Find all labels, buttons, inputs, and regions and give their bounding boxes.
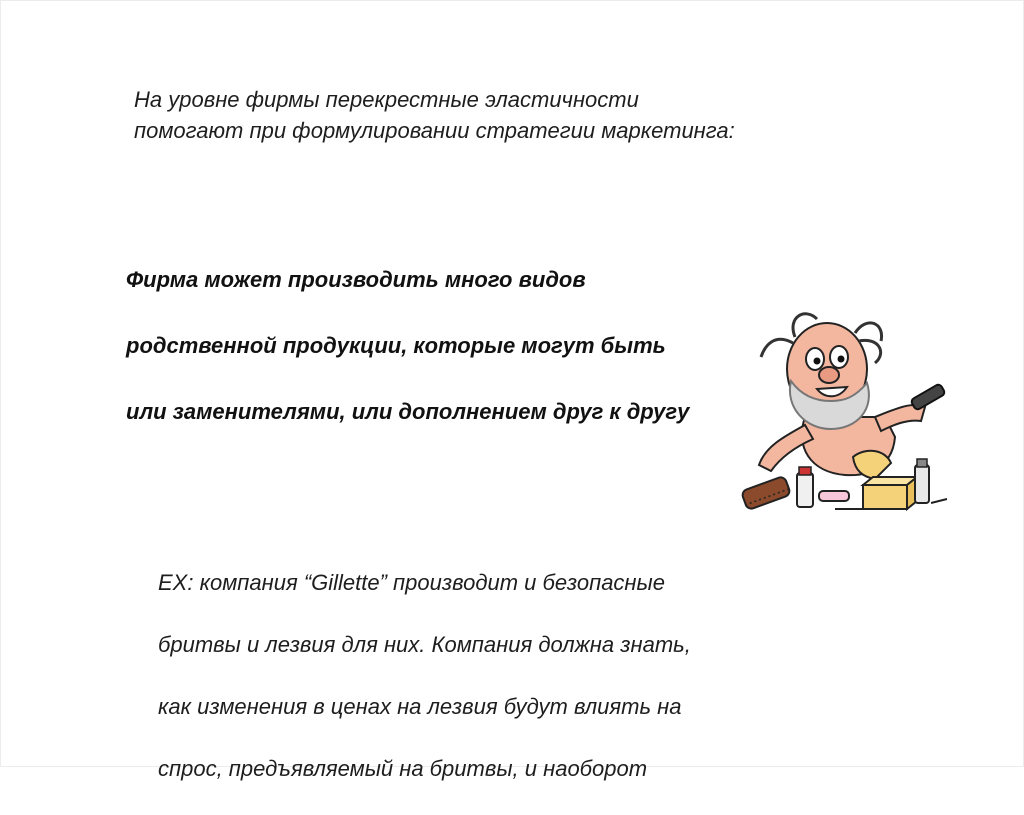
thesis-text [126, 230, 786, 461]
bottle [797, 473, 813, 507]
shaving-man-cartoon-icon [735, 297, 955, 525]
thesis-line: Фирма может производить много видов [126, 267, 586, 292]
intro-line: помогают при формулировании стратегии маркетинга: [134, 118, 735, 143]
example-text [158, 536, 798, 815]
example-line: как изменения в ценах на лезвия будут влиять на [158, 694, 682, 719]
intro-text [134, 84, 874, 146]
intro-line: На уровне фирмы перекрестные эластичности [134, 87, 639, 112]
nose [819, 367, 839, 383]
brush [741, 476, 791, 511]
example-line: EX: компания “Gillette” производит и безопасные [158, 570, 665, 595]
example-line: спрос, предъявляемый на бритвы, и наоборот [158, 756, 648, 781]
thesis-line: или заменителями, или дополнением друг к другу [126, 399, 690, 424]
tall-bottle [915, 465, 929, 503]
thesis-line: родственной продукции, которые могут быть [126, 333, 666, 358]
razor [910, 383, 945, 410]
soap-box [863, 485, 907, 509]
tube [819, 491, 849, 501]
example-line: бритвы и лезвия для них. Компания должна знать, [158, 632, 691, 657]
